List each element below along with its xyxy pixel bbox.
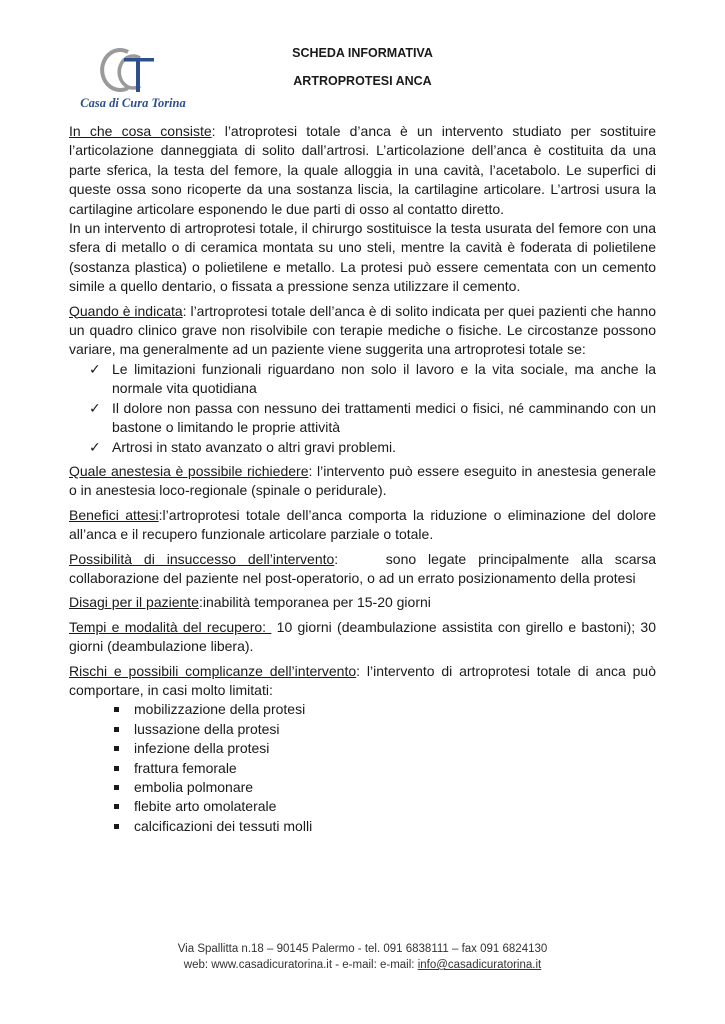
- check-icon: ✓: [89, 438, 101, 455]
- heading-disagi: Disagi per il paziente: [69, 594, 199, 611]
- list-item-text: mobilizzazione della protesi: [134, 701, 306, 718]
- bullet-icon: [114, 727, 119, 732]
- email-link[interactable]: info@casadicuratorina.it: [417, 959, 542, 971]
- list-item-text: Artrosi in stato avanzato o altri gravi problemi.: [112, 438, 397, 455]
- heading-rischi: Rischi e possibili complicanze dell’intervento: [69, 662, 357, 679]
- logo-monogram: [98, 44, 168, 96]
- heading-anestesia: Quale anestesia è possibile richiedere: [69, 462, 309, 479]
- recupero-text: 10 giorni (deambulazione assistita con girello e bastoni); 30 giorni (deambulazione libera).: [69, 618, 656, 655]
- paragraph-indicata: [69, 302, 656, 360]
- list-item: [69, 817, 656, 836]
- bullet-icon: [114, 766, 119, 771]
- paragraph-rischi: [69, 662, 656, 701]
- paragraph-benefici: [69, 506, 656, 545]
- header-subtitle: ARTROPROTESI ANCA: [293, 74, 432, 88]
- list-item-text: lussazione della protesi: [134, 720, 280, 737]
- check-icon: ✓: [89, 399, 101, 416]
- list-item-text: Le limitazioni funzionali riguardano non solo il lavoro e la vita sociale, ma anche la normale vita quotidiana: [112, 360, 656, 397]
- list-item: [69, 360, 656, 399]
- list-item: [69, 797, 656, 816]
- heading-insuccesso: Possibilità di insuccesso dell’intervento: [69, 550, 335, 567]
- list-item: [69, 700, 656, 719]
- bullet-icon: [114, 746, 119, 751]
- paragraph-intro: [69, 122, 656, 219]
- benefici-text: :l’artroprotesi totale dell’anca comporta la riduzione o eliminazione del dolore all’anca e il recupero funzionale articolare parziale o totale.: [69, 506, 656, 543]
- heading-benefici: Benefici attesi: [69, 506, 159, 523]
- heading-intro: In che cosa consiste: [69, 123, 212, 139]
- footer-contacts: [0, 957, 725, 973]
- heading-recupero: Tempi e modalità del recupero:: [69, 618, 272, 635]
- footer-web: web: www.casadicuratorina.it - e-mail: e-mail:: [183, 959, 418, 971]
- indicata-text: : l’artroprotesi totale dell’anca è di solito indicata per quei pazienti che hanno un quadro clinico grave non risolvibile con terapie mediche o fisiche. Le circostanze possono variare, ma generalmente ad un paziente viene suggerita una artroprotesi totale se:: [69, 302, 657, 358]
- bullet-icon: [114, 804, 119, 809]
- list-item-text: calcificazioni dei tessuti molli: [134, 817, 313, 834]
- list-item-text: Il dolore non passa con nessuno dei trattamenti medici o fisici, né camminando con un bastone o limitando le proprie attività: [112, 399, 656, 436]
- insuccesso-text: : sono legate principalmente alla scarsa collaborazione del paziente nel post-operatorio, o ad un errato posizionamento della protesi: [69, 550, 660, 586]
- paragraph-anestesia: [69, 462, 656, 501]
- footer-address: Via Spallitta n.18 – 90145 Palermo - tel. 091 6838111 – fax 091 6824130: [177, 943, 548, 955]
- clinic-logo: [70, 44, 196, 114]
- header-title: SCHEDA INFORMATIVA: [292, 46, 433, 60]
- list-item: [69, 778, 656, 797]
- anestesia-text: : l’intervento può essere eseguito in anestesia generale o in anestesia loco-regionale (spinale o peridurale).: [69, 462, 656, 499]
- list-item: [69, 759, 656, 778]
- logo-text: Casa di Cura Torina: [80, 96, 186, 110]
- list-item: [69, 720, 656, 739]
- list-item-text: infezione della protesi: [134, 740, 270, 757]
- intro-text: : l’atroprotesi totale d’anca è un intervento studiato per sostituire l’articolazione danneggiata di solito dall’artrosi. L’articolazione dell’anca è costituita da una parte sferica, la testa del femore, la quale alloggia in una cavità, l’acetabolo. Le superfici di queste ossa sono ricoperte da una sostanza liscia, la cartilagine articolare. L’artrosi usura la cartilagine articolare esponendo le due parti di osso al contatto diretto.: [69, 123, 656, 217]
- bullet-icon: [114, 707, 119, 712]
- list-item-text: frattura femorale: [134, 759, 237, 776]
- list-item: [69, 399, 656, 438]
- bullet-icon: [114, 785, 119, 790]
- paragraph-disagi: [69, 593, 656, 612]
- check-icon: ✓: [89, 360, 101, 377]
- paragraph-recupero: [69, 618, 656, 657]
- paragraph-intro-2: In un intervento di artroprotesi totale, il chirurgo sostituisce la testa usurata del femore con una sfera di metallo o di ceramica montata su uno steli, mentre la cavità è foderata di polietilene (sostanza plastica) o polietilene e metallo. La protesi può essere cementata con un cemento simile a quello dentario, o fissata a pressione senza utilizzare il cemento.: [69, 220, 656, 295]
- list-item: [69, 739, 656, 758]
- page-footer: [0, 941, 725, 973]
- indication-list: [69, 360, 656, 457]
- document-body: [69, 122, 660, 836]
- heading-indicata: Quando è indicata: [69, 302, 183, 319]
- rischi-text: : l’intervento di artroprotesi totale di anca può comportare, in casi molto limitati:: [69, 662, 656, 698]
- document-header: [200, 46, 525, 102]
- disagi-text: :inabilità temporanea per 15-20 giorni: [198, 594, 431, 611]
- list-item-text: embolia polmonare: [134, 779, 254, 795]
- list-item-text: flebite arto omolaterale: [134, 798, 277, 815]
- complications-list: [69, 700, 656, 836]
- paragraph-insuccesso: [69, 550, 660, 589]
- bullet-icon: [114, 824, 119, 829]
- list-item: [69, 438, 656, 457]
